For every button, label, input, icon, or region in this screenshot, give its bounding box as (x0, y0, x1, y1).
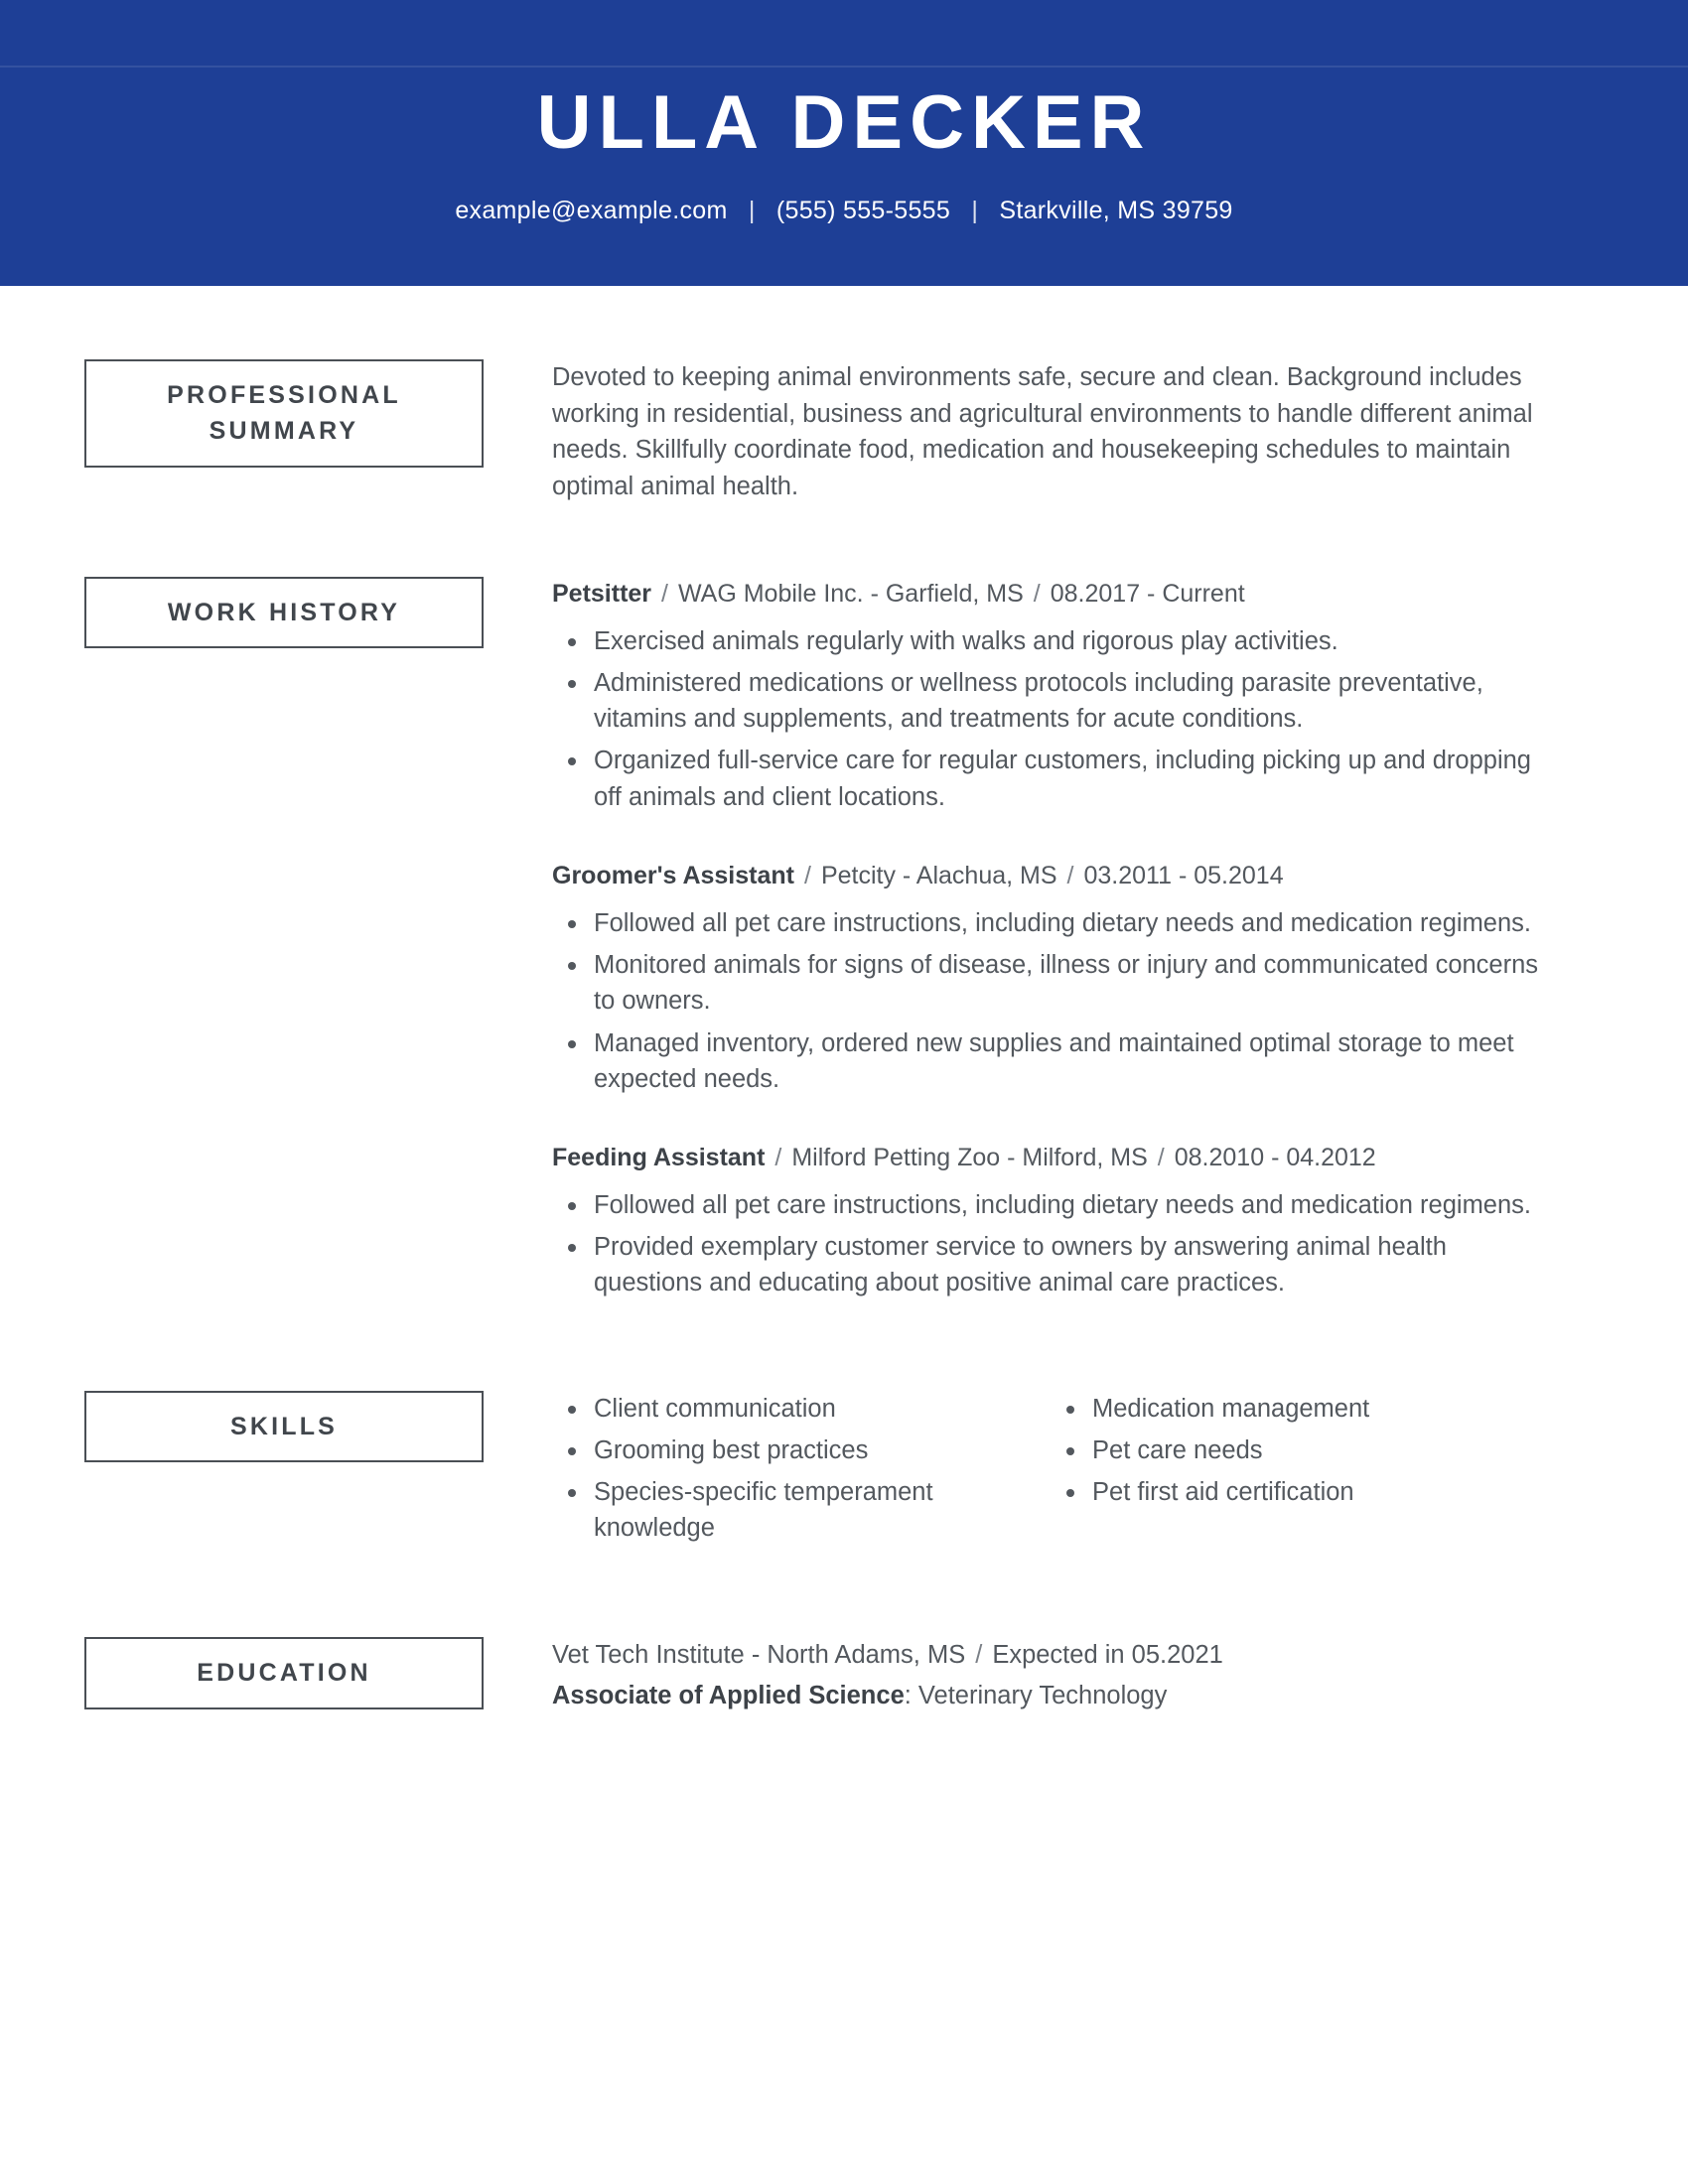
education-degree-line (552, 1678, 1549, 1713)
summary-content-column (552, 359, 1609, 505)
section-heading-label-education: EDUCATION (197, 1659, 371, 1688)
section-heading-label-skills: SKILLS (229, 1412, 339, 1440)
section-heading-box-work-history (84, 577, 484, 648)
skills-list-right (1051, 1391, 1549, 1511)
skills-grid (552, 1391, 1549, 1553)
section-heading-label-summary: PROFESSIONAL SUMMARY (167, 381, 401, 446)
work-entry-bullets (552, 623, 1549, 815)
job-separator-2: / (1157, 1143, 1165, 1171)
contact-location: Starkville, MS 39759 (999, 197, 1233, 224)
section-heading-box-skills (84, 1391, 484, 1462)
job-separator-2: / (1066, 861, 1074, 889)
section-professional-summary (0, 359, 1609, 505)
job-title: Petsitter (552, 579, 652, 608)
contact-phone[interactable]: (555) 555-5555 (775, 197, 951, 224)
work-content-column (552, 577, 1609, 1307)
education-degree: Associate of Applied Science (552, 1681, 905, 1709)
work-entry-header (552, 577, 1549, 612)
summary-label-column (0, 359, 552, 468)
work-bullet: Managed inventory, ordered new supplies and maintained optimal storage to meet expected needs. (552, 1025, 1549, 1097)
work-entry (552, 577, 1549, 815)
work-entry-header (552, 859, 1549, 893)
work-bullet: Organized full-service care for regular customers, including picking up and dropping off animals and client locations. (552, 743, 1549, 814)
summary-paragraph: Devoted to keeping animal environments safe, secure and clean. Background includes working in residential, business and agricultural environments to handle different animal needs. Skillfully coordinate food, medication and housekeeping schedules to maintain optimal animal health. (552, 363, 1533, 501)
job-dates: 03.2011 - 05.2014 (1083, 861, 1284, 889)
section-work-history (0, 577, 1609, 1307)
skill-item: Pet care needs (1051, 1433, 1549, 1468)
work-bullet: Administered medications or wellness protocols including parasite preventative, vitamins and supplements, and treatments for acute conditions. (552, 665, 1549, 737)
work-label-column (0, 577, 552, 648)
work-bullet: Exercised animals regularly with walks and rigorous play activities. (552, 623, 1549, 659)
page-bottom-spacer (0, 1713, 1609, 2011)
skills-list-left (552, 1391, 1051, 1547)
skills-content-column (552, 1391, 1609, 1553)
work-bullet: Provided exemplary customer service to owners by answering animal health questions and educating about positive animal care practices. (552, 1229, 1549, 1300)
skill-item: Grooming best practices (552, 1433, 1051, 1468)
contact-separator-1: | (748, 197, 756, 224)
education-degree-separator: : (904, 1681, 918, 1709)
education-school-line (552, 1637, 1549, 1673)
skills-column-right (1051, 1391, 1549, 1553)
job-separator-1: / (803, 861, 811, 889)
skill-item: Pet first aid certification (1051, 1474, 1549, 1510)
skills-column-left (552, 1391, 1051, 1553)
job-separator-1: / (774, 1143, 782, 1171)
job-title: Groomer's Assistant (552, 861, 794, 889)
job-dates: 08.2010 - 04.2012 (1174, 1143, 1376, 1171)
section-skills (0, 1391, 1609, 1553)
contact-separator-2: | (971, 197, 979, 224)
job-separator-1: / (661, 579, 668, 608)
header-divider-rule (0, 66, 1688, 68)
section-education (0, 1637, 1609, 1712)
work-entry (552, 1141, 1549, 1301)
work-bullet: Followed all pet care instructions, including dietary needs and medication regimens. (552, 905, 1549, 941)
job-company: Milford Petting Zoo - Milford, MS (791, 1143, 1148, 1171)
education-graduation: Expected in 05.2021 (992, 1641, 1223, 1670)
candidate-name: ULLA DECKER (536, 80, 1152, 165)
job-separator-2: / (1033, 579, 1041, 608)
work-entry-bullets (552, 905, 1549, 1097)
job-company: WAG Mobile Inc. - Garfield, MS (678, 579, 1024, 608)
skills-label-column (0, 1391, 552, 1462)
education-content-column (552, 1637, 1609, 1712)
work-bullet: Followed all pet care instructions, including dietary needs and medication regimens. (552, 1187, 1549, 1223)
work-entry (552, 859, 1549, 1097)
education-label-column (0, 1637, 552, 1708)
job-dates: 08.2017 - Current (1050, 579, 1245, 608)
job-title: Feeding Assistant (552, 1143, 766, 1171)
education-separator: / (975, 1641, 983, 1670)
section-heading-box-summary (84, 359, 484, 468)
education-field: Veterinary Technology (917, 1681, 1168, 1709)
work-bullet: Monitored animals for signs of disease, illness or injury and communicated concerns to owners. (552, 947, 1549, 1019)
resume-header (0, 0, 1688, 286)
job-company: Petcity - Alachua, MS (820, 861, 1057, 889)
work-entry-bullets (552, 1187, 1549, 1301)
skill-item: Medication management (1051, 1391, 1549, 1427)
resume-body (0, 359, 1688, 2011)
work-entry-header (552, 1141, 1549, 1175)
contact-line (0, 197, 1688, 225)
section-heading-box-education (84, 1637, 484, 1708)
skill-item: Client communication (552, 1391, 1051, 1427)
skill-item: Species-specific temperament knowledge (552, 1474, 1051, 1546)
section-heading-label-work-history: WORK HISTORY (167, 598, 401, 626)
contact-email[interactable]: example@example.com (455, 197, 728, 224)
education-school: Vet Tech Institute - North Adams, MS (552, 1641, 966, 1670)
